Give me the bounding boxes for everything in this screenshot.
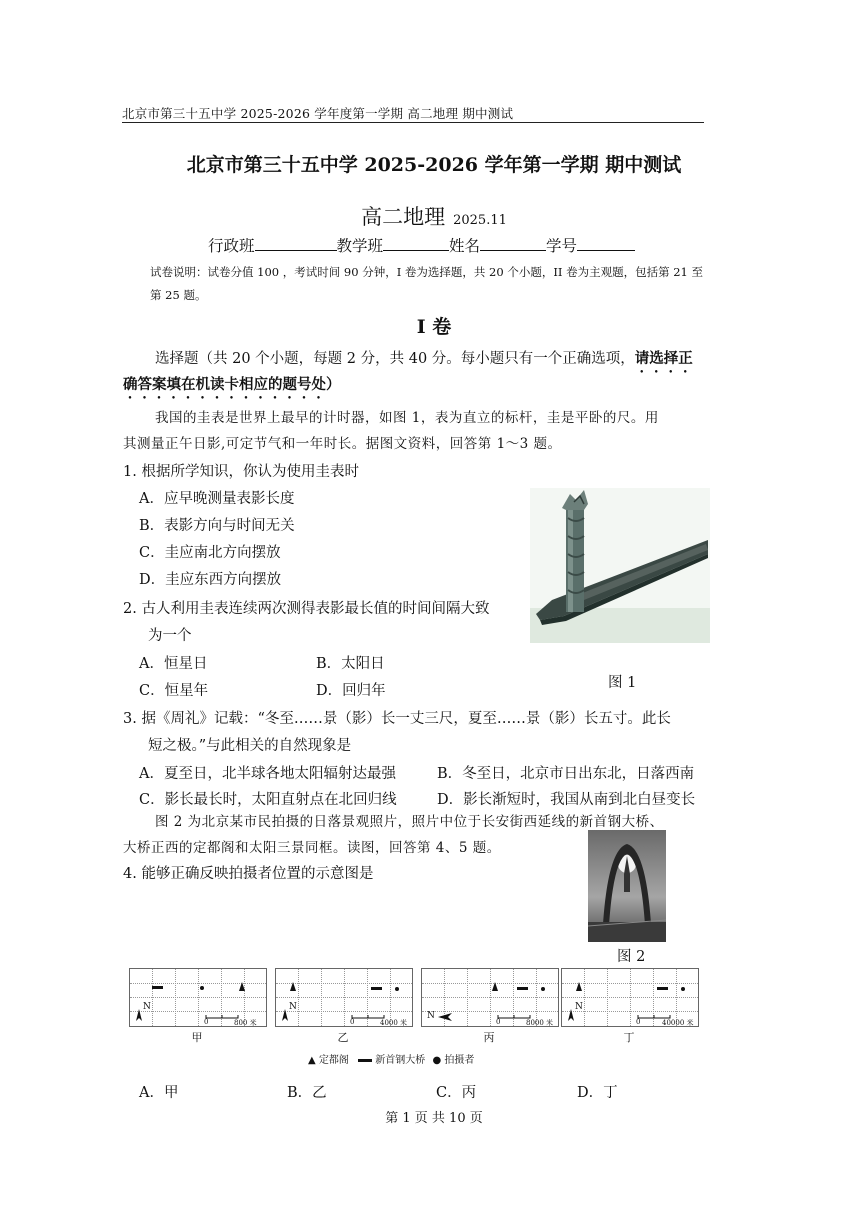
field-class-label: 行政班 [208, 237, 255, 255]
scale-value: 800 米 [234, 1019, 257, 1027]
intro-end: ） [326, 376, 341, 393]
figure-2-caption: 图 2 [617, 949, 646, 965]
scale-value: 8000 米 [526, 1019, 554, 1027]
q2-stem-line2: 为一个 [148, 628, 192, 644]
q3-option-c[interactable]: C．影长最长时，太阳直射点在北回归线 [139, 792, 397, 808]
q1-option-a[interactable]: A．应早晚测量表影长度 [139, 491, 295, 507]
north-label: N [575, 1002, 583, 1012]
scale-value: 4000 米 [380, 1019, 408, 1027]
figure-1-guibiao-image [530, 488, 710, 643]
north-label: N [289, 1002, 297, 1012]
q4-option-a[interactable]: A．甲 [139, 1085, 179, 1101]
q4-option-b[interactable]: B．乙 [287, 1085, 327, 1101]
passage2-line1: 图 2 为北京某市民拍摄的日落景观照片，照片中位于长安街西延线的新首钢大桥、 [155, 814, 664, 830]
q3-stem-line2: 短之极。”与此相关的自然现象是 [148, 738, 352, 754]
scale-zero: 0 [350, 1018, 355, 1026]
passage2-line2: 大桥正西的定都阁和太阳三景同框。读图，回答第 4、5 题。 [123, 840, 501, 856]
intro-emphasis-2: 确答案填在机读卡相应的题号处 [123, 376, 326, 393]
q2-option-d[interactable]: D．回归年 [316, 683, 386, 699]
exam-note: 试卷说明：试卷分值 100 ，考试时间 90 分钟，I 卷为选择题，共 20 个小题，II 卷为主观题，包括第 21 至第 25 题。 [150, 265, 704, 302]
passage1-line1: 我国的圭表是世界上最早的计时器，如图 1，表为直立的标杆，圭是平卧的尺。用 [155, 410, 659, 426]
q2-option-b[interactable]: B．太阳日 [316, 656, 385, 672]
exam-date: 2025.11 [453, 213, 507, 228]
section-title: I 卷 [416, 316, 452, 338]
scale-value: 40000 米 [662, 1019, 694, 1027]
q2-stem-line1: 2. 古人利用圭表连续两次测得表影最长值的时间间隔大致 [123, 601, 490, 617]
map-jia-label: 甲 [191, 1031, 203, 1044]
q2-option-a[interactable]: A．恒星日 [139, 656, 208, 672]
q1-option-b[interactable]: B．表影方向与时间无关 [139, 518, 295, 534]
page-number: 第 1 页 共 10 页 [385, 1111, 483, 1126]
north-label: N [143, 1002, 151, 1012]
header-rule [122, 122, 704, 123]
field-class-blank[interactable] [255, 235, 337, 251]
map-yi-label: 乙 [337, 1031, 349, 1044]
map-jia [129, 968, 267, 1027]
intro-plain: 选择题（共 20 个小题，每题 2 分，共 40 分。每小题只有一个正确选项， [155, 351, 635, 367]
bridge-icon [358, 1059, 372, 1062]
q4-option-d[interactable]: D．丁 [577, 1085, 618, 1101]
exam-subtitle [0, 201, 868, 231]
map-bing-label: 丙 [483, 1031, 495, 1044]
subject: 高二地理 [361, 205, 446, 229]
q4-option-c[interactable]: C．丙 [436, 1085, 477, 1101]
q3-stem-line1: 3. 据《周礼》记载：“冬至……景（影）长一丈三尺，夏至……景（影）长五寸。此长 [123, 711, 671, 727]
figure-1-caption: 图 1 [608, 675, 637, 691]
map-ding [561, 968, 699, 1027]
field-teach-label: 教学班 [336, 237, 384, 255]
field-name-label: 姓名 [449, 237, 481, 255]
figure-2-sunset-photo [588, 830, 666, 942]
legend-tower: 定都阁 [318, 1055, 349, 1066]
exam-title: 北京市第三十五中学 2025-2026 学年第一学期 期中测试 [186, 154, 682, 176]
q4-stem: 4. 能够正确反映拍摄者位置的示意图是 [123, 866, 374, 882]
north-label: N [427, 1011, 435, 1021]
intro-emphasis-1: 请选择正 [634, 350, 693, 367]
q3-option-a[interactable]: A．夏至日，北半球各地太阳辐射达最强 [139, 766, 396, 782]
tower-icon: ▲ [308, 1055, 316, 1066]
map-bing [421, 968, 559, 1027]
field-name-blank[interactable] [480, 235, 546, 251]
q3-option-b[interactable]: B．冬至日，北京市日出东北，日落西南 [437, 766, 695, 782]
legend-bridge: 新首钢大桥 [375, 1055, 426, 1066]
q1-option-d[interactable]: D．圭应东西方向摆放 [139, 572, 282, 588]
section-intro-line2 [123, 372, 341, 402]
q2-option-c[interactable]: C．恒星年 [139, 683, 209, 699]
scale-zero: 0 [204, 1018, 209, 1026]
field-id-blank[interactable] [577, 235, 635, 251]
running-header: 北京市第三十五中学 2025-2026 学年度第一学期 高二地理 期中测试 [122, 106, 514, 121]
legend-photographer: 拍摄者 [444, 1055, 475, 1066]
map-legend [308, 1051, 474, 1066]
passage1-line2: 其测量正午日影,可定节气和一年时长。据图文资料，回答第 1～3 题。 [123, 436, 562, 452]
map-yi [275, 968, 413, 1027]
field-id-label: 学号 [546, 237, 578, 255]
q3-option-d[interactable]: D．影长渐短时，我国从南到北白昼变长 [437, 792, 696, 808]
scale-zero: 0 [496, 1018, 501, 1026]
field-teach-blank[interactable] [383, 235, 449, 251]
student-info-fields [208, 234, 635, 256]
q1-option-c[interactable]: C．圭应南北方向摆放 [139, 545, 281, 561]
q1-stem: 1. 根据所学知识，你认为使用圭表时 [123, 464, 359, 480]
photographer-icon: ● [432, 1055, 442, 1066]
map-ding-label: 丁 [623, 1031, 635, 1044]
scale-zero: 0 [636, 1018, 641, 1026]
